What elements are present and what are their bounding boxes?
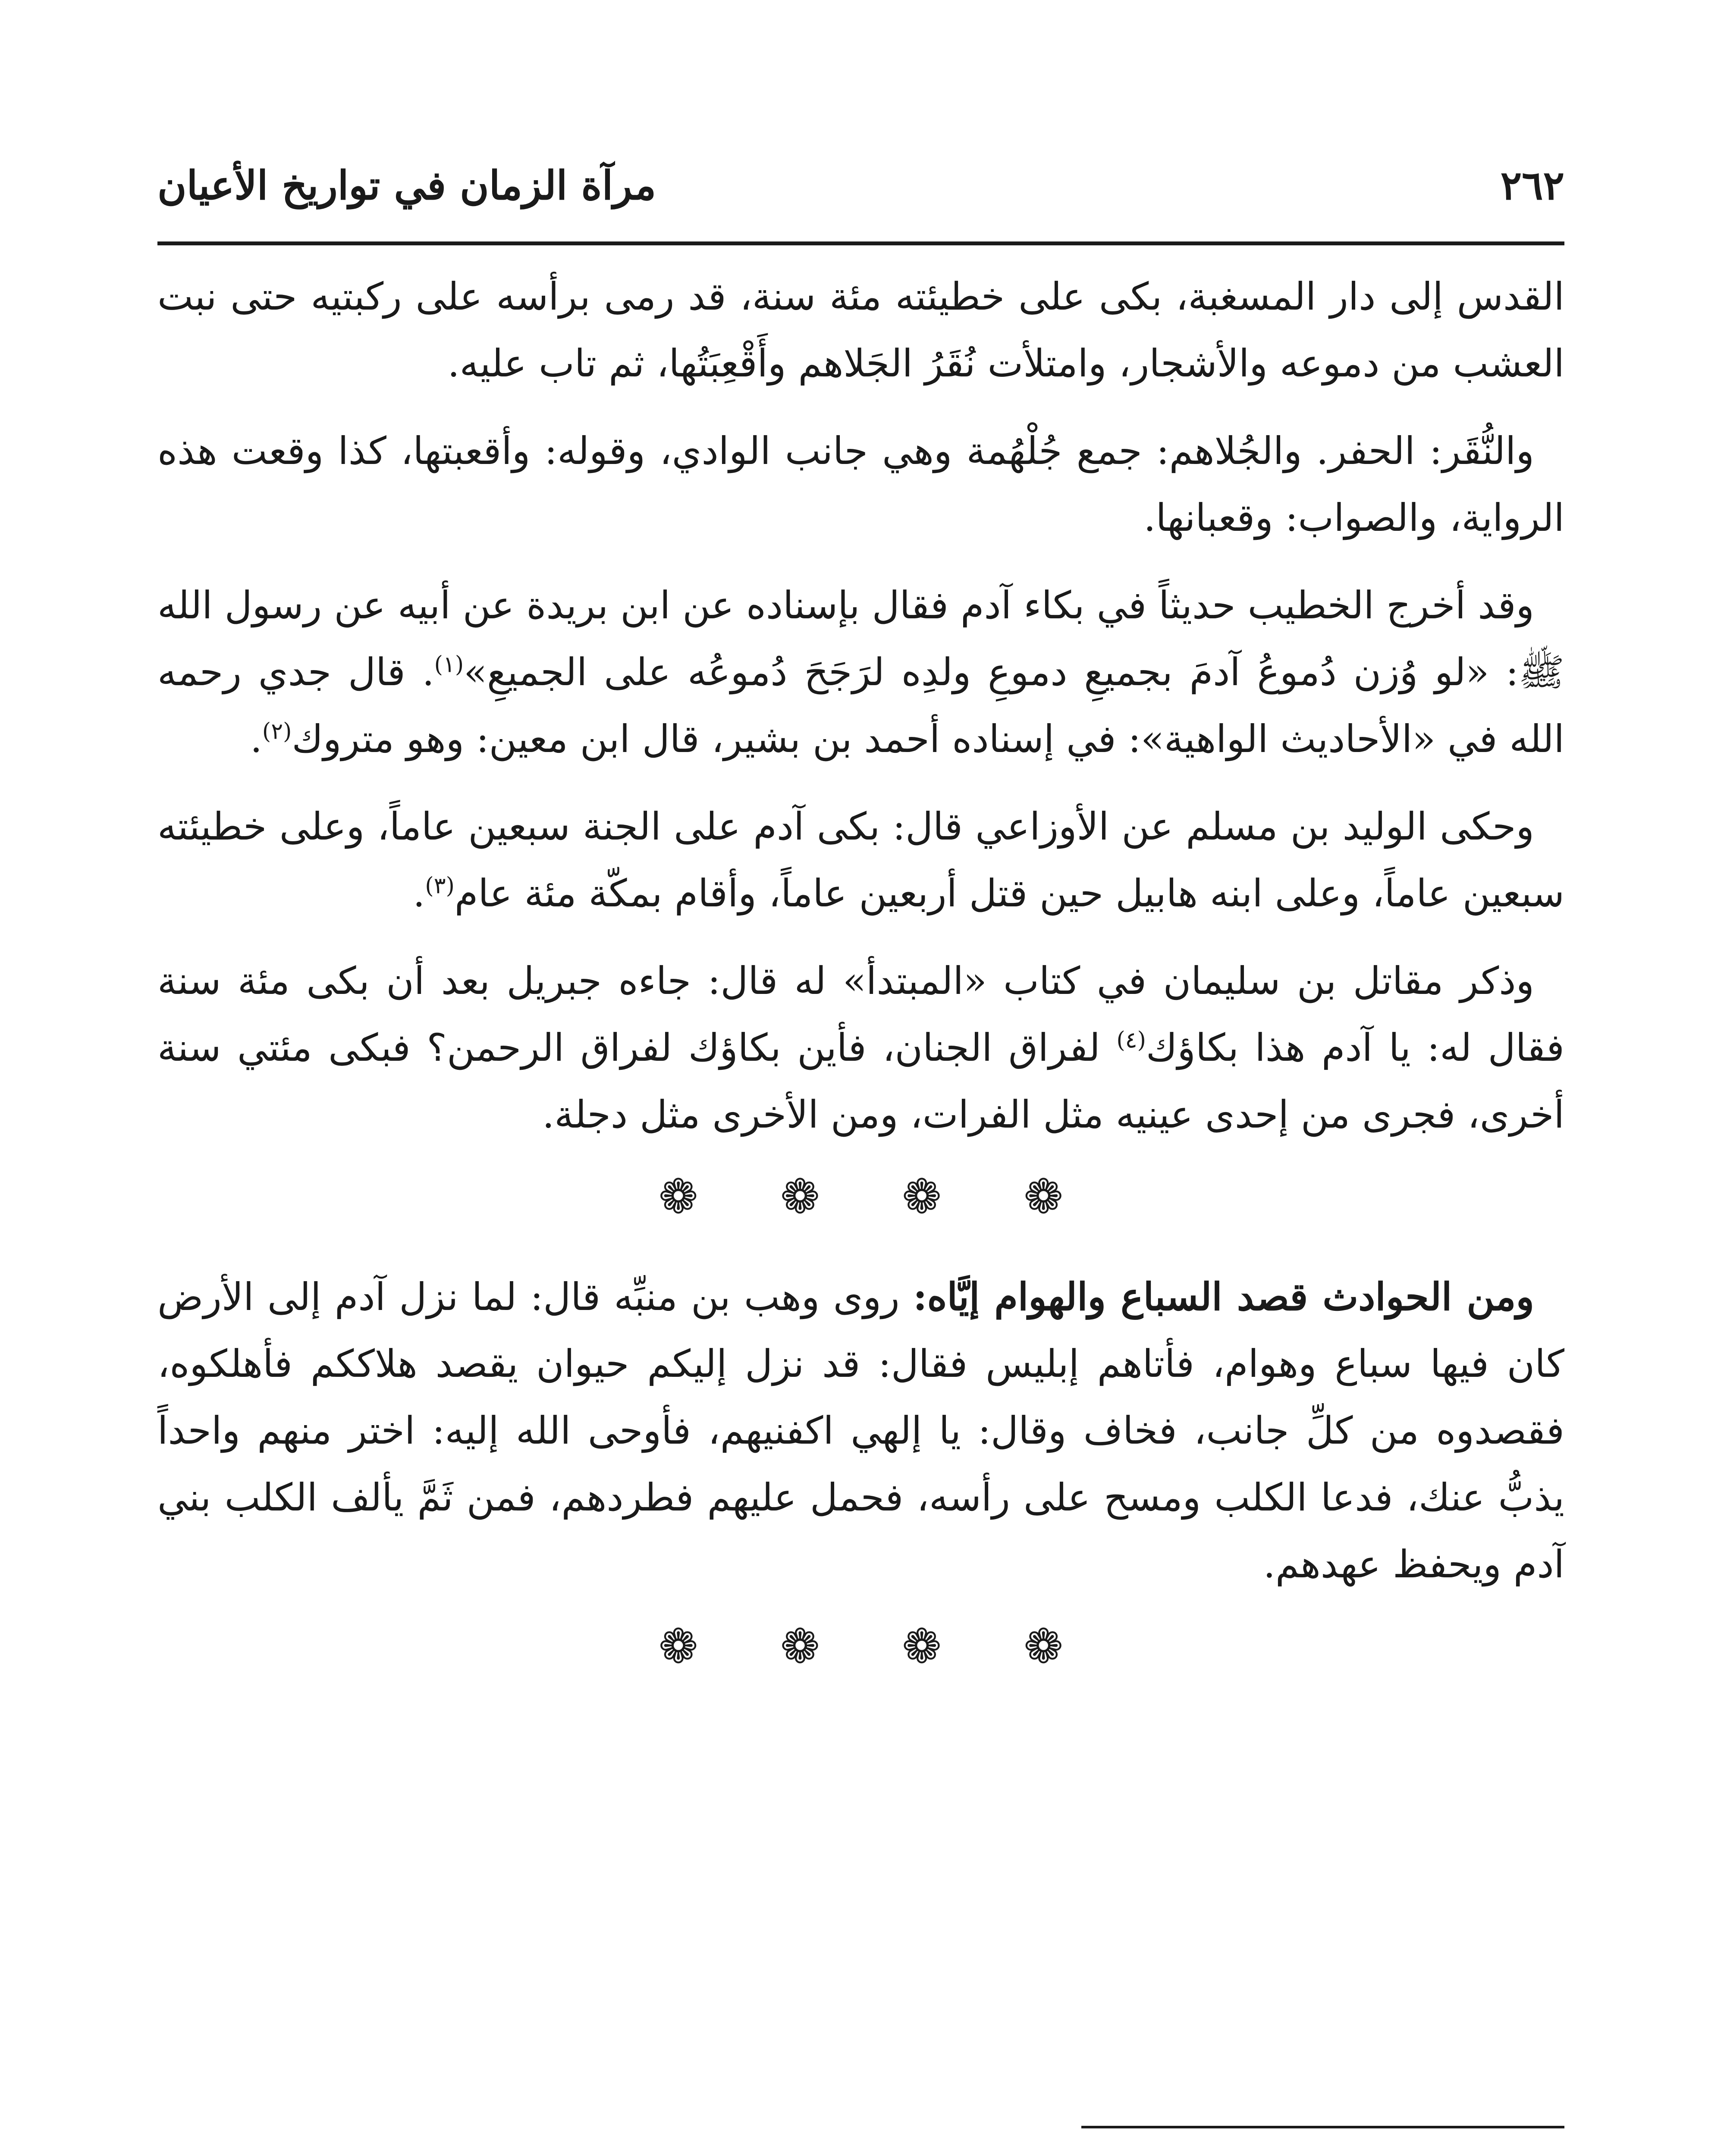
paragraph-6 (157, 1263, 1564, 1598)
paragraph-3-part-2: . قال جدي رحمه الله في «الأحاديث الواهية»: في إسناده أحمد بن بشير، قال ابن معين: وهو متروك (157, 650, 1564, 761)
footnote-divider (1081, 2126, 1564, 2128)
running-header (157, 155, 1564, 233)
footnote-ref-4[interactable]: (٤) (1116, 1027, 1146, 1053)
paragraph-3-part-1: وقد أخرج الخطيب حديثاً في بكاء آدم فقال بإسناده عن ابن بريدة عن أبيه عن رسول الله ﷺ: «لو وُزن دُموعُ آدمَ بجميعِ دموعِ ولدِه لرَجَحَ دُموعُه على الجميعِ» (157, 583, 1564, 694)
paragraph-1: القدس إلى دار المسغبة، بكى على خطيئته مئة سنة، قد رمى برأسه على ركبتيه حتى نبت العشب من دموعه والأشجار، وامتلأت نُقَرُ الجَلاهم وأَقْعِبَتُها، ثم تاب عليه. (157, 274, 1564, 385)
flower-ornament-icon: ❁ (780, 1169, 820, 1224)
footnotes (176, 2152, 1556, 2156)
flower-ornament-icon: ❁ (902, 1169, 942, 1224)
footnote-ref-1[interactable]: (١) (434, 652, 464, 678)
footnote-ref-2[interactable]: (٢) (262, 718, 292, 745)
header-divider (157, 241, 1564, 245)
main-text (157, 263, 1564, 1713)
paragraph-5-part-1: وذكر مقاتل بن سليمان في كتاب «المبتدأ» له قال: جاءه جبريل بعد أن بكى مئة سنة فقال له: يا آدم هذا بكاؤك (157, 959, 1564, 1070)
section-heading: ومن الحوادث قصد السباع والهوام إيَّاه: (913, 1274, 1534, 1319)
paragraph-4: وحكى الوليد بن مسلم عن الأوزاعي قال: بكى آدم على الجنة سبعين عاماً، وعلى خطيئته سبعين عاماً، وعلى ابنه هابيل حين قتل أربعين عاماً، وأقام بمكّة مئة عام$^{(٣)}$. (157, 804, 1564, 915)
book-title: مرآة الزمان في تواريخ الأعيان (157, 162, 656, 209)
section-divider-ornaments (157, 1618, 1564, 1674)
flower-ornament-icon: ❁ (780, 1619, 820, 1674)
paragraph-4-text: وحكى الوليد بن مسلم عن الأوزاعي قال: بكى آدم على الجنة سبعين عاماً، وعلى خطيئته سبعين عاماً، وعلى ابنه هابيل حين قتل أربعين عاماً، وأقام بمكّة مئة عام (157, 804, 1564, 915)
footnote-ref-3[interactable]: (٣) (425, 873, 455, 899)
section-divider-ornaments (157, 1169, 1564, 1225)
flower-ornament-icon: ❁ (1024, 1619, 1064, 1674)
paragraph-5-part-2: لفراق الجنان، فأين بكاؤك لفراق الرحمن؟ فبكى مئتي سنة أخرى، فجرى من إحدى عينيه مثل الفرات، ومن الأخرى مثل دجلة. (157, 1025, 1564, 1137)
paragraph-3: وقد أخرج الخطيب حديثاً في بكاء آدم فقال بإسناده عن ابن بريدة عن أبيه عن رسول الله ﷺ: «لو وُزن دُموعُ آدمَ بجميعِ دموعِ ولدِه لرَجَحَ دُموعُه على الجميعِ»$^{(١)}$. قال جدي رحمه الله في «الأحاديث الواهية»: في إسناده أحمد بن بشير، قال ابن معين: وهو متروك$^{(٢)}$. (157, 583, 1564, 761)
flower-ornament-icon: ❁ (658, 1619, 698, 1674)
flower-ornament-icon: ❁ (902, 1619, 942, 1674)
paragraph-5 (157, 947, 1564, 1148)
paragraph-2: والنُّقَر: الحفر. والجُلاهم: جمع جُلْهُمة وهي جانب الوادي، وقوله: وأقعبتها، كذا وقعت هذه الرواية، والصواب: وقعبانها. (157, 429, 1564, 540)
page-number: ٢٦٢ (1500, 162, 1564, 209)
flower-ornament-icon: ❁ (1024, 1169, 1064, 1224)
book-page (157, 0, 1564, 2156)
flower-ornament-icon: ❁ (658, 1169, 698, 1224)
footnote-1 (176, 2152, 1556, 2156)
paragraph-6-text: روى وهب بن منبِّه قال: لما نزل آدم إلى الأرض كان فيها سباع وهوام، فأتاهم إبليس فقال: قد نزل إليكم حيوان يقصد هلاككم فأهلكوه، فقصدوه من كلِّ جانب، فخاف وقال: يا إلهي اكفنيهم، فأوحى الله إليه: اختر منهم واحداً يذبُّ عنك، فدعا الكلب ومسح على رأسه، فحمل عليهم فطردهم، فمن ثَمَّ يألف الكلب بني آدم ويحفظ عهدهم. (157, 1275, 1564, 1586)
